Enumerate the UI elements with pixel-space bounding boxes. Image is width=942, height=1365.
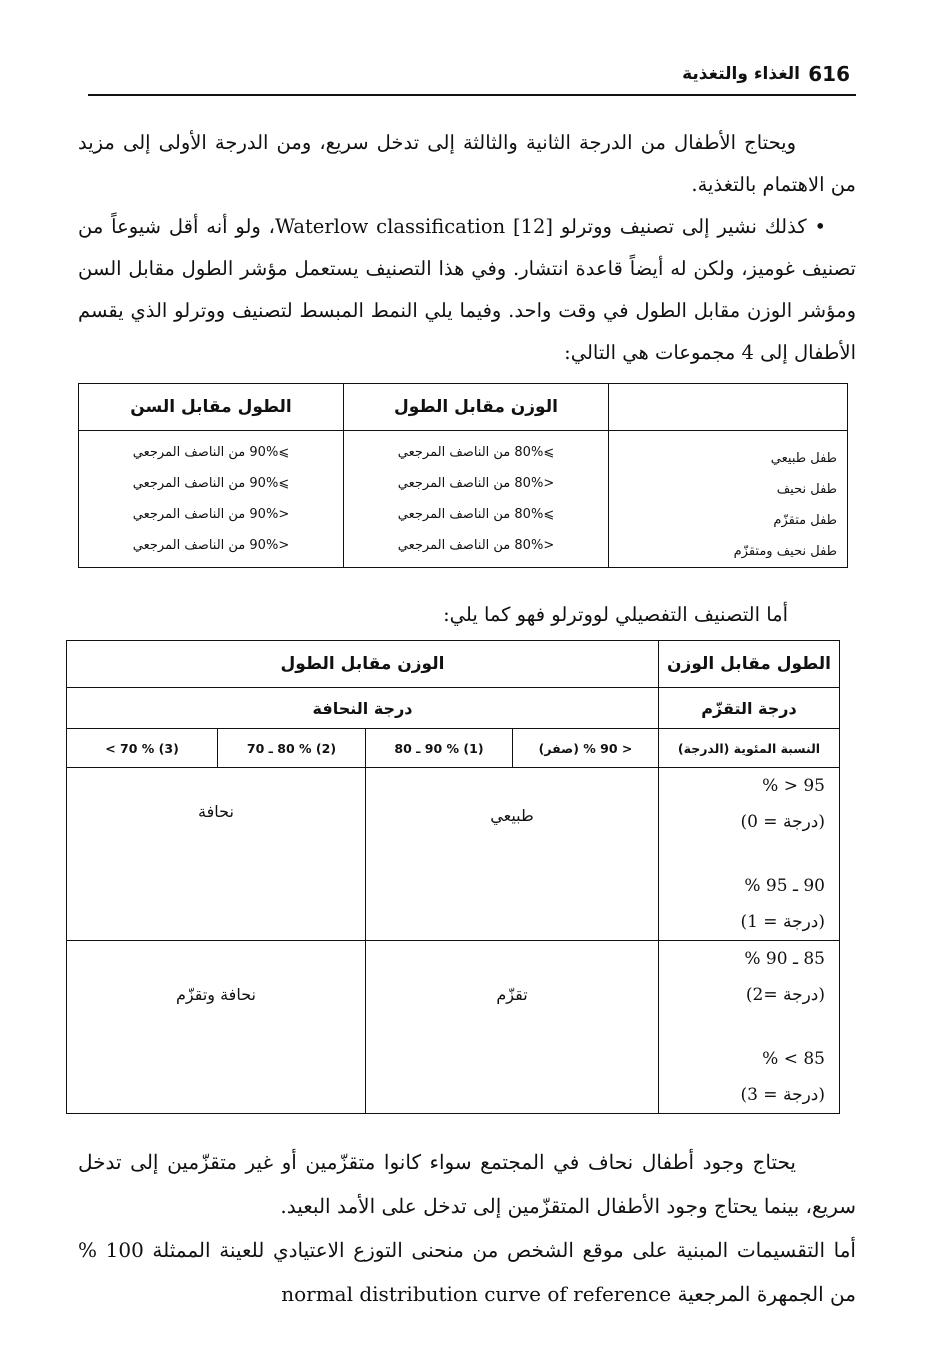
table1-height-value: <90% من الناصف المرجعي	[132, 538, 290, 553]
table1-body-row	[79, 431, 848, 568]
table2-row-1	[67, 768, 840, 941]
table1-weight-value: ⩾80% من الناصف المرجعي	[397, 445, 555, 460]
simplified-waterlow-table	[78, 383, 848, 568]
table2-header-row-2	[67, 688, 840, 729]
table1-header-row	[79, 384, 848, 431]
paragraph-closing	[78, 1140, 856, 1316]
paragraph-2-after: ، ولو أنه أقل شيوعاً من تصنيف غوميز، ولكن له أيضاً قاعدة انتشار. وفي هذا التصنيف يستعمل مؤشر الطول مقابل السن ومؤشر الوزن مقابل الطول في وقت واحد. وفيما يلي النمط المبسط لتصنيف ووترلو الذي يقسم الأطفال إلى 4 مجموعات هي التالي:	[78, 215, 856, 364]
table1-weight-value: <80% من الناصف المرجعي	[397, 476, 555, 491]
table2-col1-header: الطول مقابل الوزن	[659, 641, 840, 688]
paragraph-2-before: كذلك نشير إلى تصنيف ووترلو	[553, 215, 815, 238]
table1-header-empty	[609, 384, 848, 431]
table1-weight-cell	[344, 431, 609, 568]
paragraph-3-text: أما التصنيف التفصيلي لووترلو فهو كما يلي:	[443, 603, 788, 626]
table1-label: طفل نحيف ومتقزّم	[733, 544, 837, 559]
paragraph-5-text: أما التقسيمات المبنية على موقع الشخص من منحنى التوزع الاعتيادي للعينة الممثلة 100 % من الجمهرة المرجعية	[78, 1238, 856, 1306]
table2-col1-subheader: درجة التقزّم	[659, 688, 840, 729]
table1-height-value: ⩾90% من الناصف المرجعي	[132, 445, 290, 460]
table2-level-1: (1) % 90 ـ 80	[366, 729, 513, 768]
paragraph-1-text: ويحتاج الأطفال من الدرجة الثانية والثالثة إلى تدخل سريع، ومن الدرجة الأولى إلى مزيد من الاهتمام بالتغذية.	[78, 131, 856, 196]
table2-category-cell	[67, 768, 366, 941]
table1-height-value: <90% من الناصف المرجعي	[132, 507, 290, 522]
category-label: نحافة	[198, 802, 234, 821]
grade-range: 85 ـ 90 %	[744, 949, 825, 969]
category-label: نحافة وتقزّم	[176, 985, 256, 1004]
category-label: طبيعي	[490, 806, 534, 825]
category-label: تقزّم	[496, 985, 528, 1004]
table1-label: طفل طبيعي	[770, 451, 837, 466]
table2-level-3: (3) % 70 >	[67, 729, 218, 768]
page-number: 616	[808, 62, 850, 86]
table2-group-subheader: درجة النحافة	[67, 688, 659, 729]
bullet-icon: •	[814, 215, 826, 238]
table2-level-0: < 90 % (صفر)	[513, 729, 659, 768]
grade-range: 85 > %	[762, 1049, 825, 1069]
paragraph-5-english-term: normal distribution curve of reference	[281, 1282, 672, 1306]
grade-value: (درجة = 3)	[740, 1085, 825, 1105]
table2-grade-cell	[659, 941, 840, 1114]
table2-header-row-1	[67, 641, 840, 688]
table2-group-header: الوزن مقابل الطول	[67, 641, 659, 688]
grade-range: 90 ـ 95 %	[744, 876, 825, 896]
table2-category-cell	[366, 768, 659, 941]
table1-labels-cell	[609, 431, 848, 568]
table1-header-weight: الوزن مقابل الطول	[344, 384, 609, 431]
table2-category-cell	[366, 941, 659, 1114]
table1-weight-value: <80% من الناصف المرجعي	[397, 538, 555, 553]
grade-range: 95 < %	[762, 776, 825, 796]
running-title: الغذاء والتغذية	[682, 64, 800, 84]
table1-label: طفل متقزّم	[773, 513, 837, 528]
table2-col1-subheader-2: النسبة المئوية (الدرجة)	[659, 729, 840, 768]
paragraph-detailed-intro	[78, 594, 788, 636]
paragraph-2-english-term: Waterlow classification [12]	[274, 215, 554, 238]
table1-height-value: ⩾90% من الناصف المرجعي	[132, 476, 290, 491]
grade-value: (درجة =2)	[745, 985, 825, 1005]
grade-value: (درجة = 0)	[740, 812, 825, 832]
detailed-waterlow-table	[66, 640, 840, 1114]
table2-row-2	[67, 941, 840, 1114]
table1-weight-value: ⩾80% من الناصف المرجعي	[397, 507, 555, 522]
table2-grade-cell	[659, 768, 840, 941]
table2-category-cell	[67, 941, 366, 1114]
grade-value: (درجة = 1)	[740, 912, 825, 932]
table1-height-cell	[79, 431, 344, 568]
page-header	[88, 58, 856, 96]
paragraph-1	[78, 122, 856, 206]
paragraph-waterlow-intro	[78, 206, 856, 374]
table1-header-height: الطول مقابل السن	[79, 384, 344, 431]
table1-label: طفل نحيف	[776, 482, 837, 497]
table2-header-row-3	[67, 729, 840, 768]
paragraph-4-text: يحتاج وجود أطفال نحاف في المجتمع سواء كانوا متقزّمين أو غير متقزّمين إلى تدخل سريع، بينما يحتاج وجود الأطفال المتقزّمين إلى تدخل على الأمد البعيد.	[78, 1150, 856, 1218]
table2-level-2: (2) % 80 ـ 70	[218, 729, 366, 768]
